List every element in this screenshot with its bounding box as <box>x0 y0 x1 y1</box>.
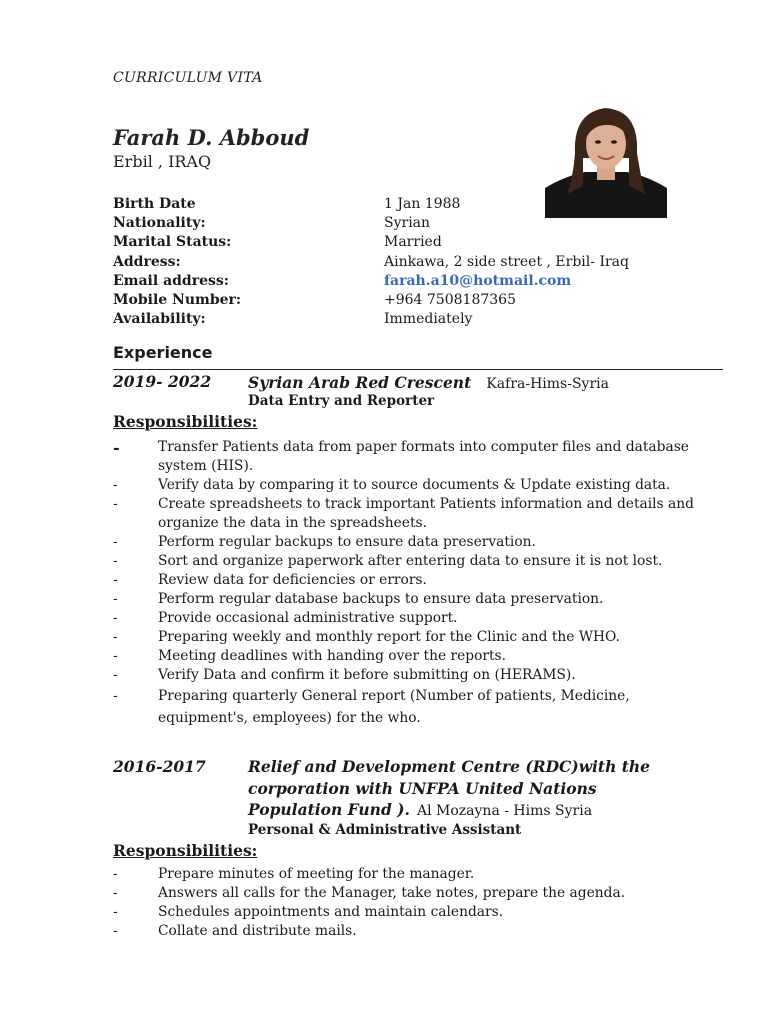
info-row-birth-date <box>113 195 713 214</box>
info-value: +964 7508187365 <box>384 291 516 308</box>
list-item: - Review data for deficiencies or errors. <box>113 572 427 588</box>
document-label: CURRICULUM VITA <box>113 70 263 86</box>
list-item: - Perform regular database backups to ensure data preservation. <box>113 591 604 607</box>
job-org-line-2: corporation with UNFPA United Nations <box>248 778 597 798</box>
duty-text: Verify Data and confirm it before submitting on (HERAMS). <box>158 667 576 683</box>
experience-heading: Experience <box>113 343 213 362</box>
info-label: Birth Date <box>113 196 196 212</box>
info-row-marital-status <box>113 233 713 252</box>
list-item: - Sort and organize paperwork after entering data to ensure it is not lost. <box>113 553 663 569</box>
info-label: Marital Status: <box>113 234 232 251</box>
list-item: - Transfer Patients data from paper formats into computer files and database system (HIS). <box>113 438 689 474</box>
info-value: Married <box>384 234 442 251</box>
duty-text: Create spreadsheets to track important Patients information and details and organize the data in the spreadsheets. <box>158 496 694 531</box>
list-item: - Prepare minutes of meeting for the manager. <box>113 866 475 882</box>
duty-text: Collate and distribute mails. <box>158 923 357 939</box>
duty-text: Transfer Patients data from paper formats into computer files and database system (HIS). <box>158 439 689 474</box>
list-item: - Meeting deadlines with handing over the reports. <box>113 648 507 664</box>
duty-text: Perform regular backups to ensure data preservation. <box>158 534 536 550</box>
list-item: - Preparing quarterly General report (Number of patients, Medicine, equipment's, employees) for the who. <box>113 688 630 726</box>
info-row-nationality <box>113 214 713 233</box>
list-item: - Provide occasional administrative support. <box>113 610 458 626</box>
job-org-line-3 <box>248 799 718 821</box>
job-location: Al Mozayna - Hims Syria <box>417 803 593 819</box>
info-row-email <box>113 272 713 291</box>
list-item: - Perform regular backups to ensure data preservation. <box>113 534 536 550</box>
personal-info-table <box>113 195 713 329</box>
list-item: - Preparing weekly and monthly report for the Clinic and the WHO. <box>113 629 620 645</box>
list-item: - Create spreadsheets to track important Patients information and details and organize the data in the spreadsheets. <box>113 496 694 531</box>
duty-text: Verify data by comparing it to source documents & Update existing data. <box>158 477 671 493</box>
job-org-line-1: Relief and Development Centre (RDC)with the <box>248 757 651 776</box>
candidate-name: Farah D. Abboud <box>113 125 310 150</box>
info-row-availability <box>113 310 713 329</box>
list-item: - Collate and distribute mails. <box>113 923 357 939</box>
info-value: 1 Jan 1988 <box>384 196 461 212</box>
responsibilities-heading: Responsibilities: <box>113 412 258 431</box>
job-years: 2016-2017 <box>113 757 206 776</box>
list-item: - Schedules appointments and maintain calendars. <box>113 904 504 920</box>
job-role: Data Entry and Reporter <box>248 393 435 409</box>
list-item: - Verify data by comparing it to source documents & Update existing data. <box>113 477 671 493</box>
candidate-location: Erbil , IRAQ <box>113 152 212 171</box>
duty-text: Preparing weekly and monthly report for the Clinic and the WHO. <box>158 629 620 645</box>
info-row-mobile <box>113 291 713 310</box>
duty-text: Meeting deadlines with handing over the reports. <box>158 648 507 664</box>
section-divider <box>113 369 723 370</box>
list-item: - Answers all calls for the Manager, take notes, prepare the agenda. <box>113 885 626 901</box>
responsibilities-heading: Responsibilities: <box>113 841 258 860</box>
info-value: Syrian <box>384 215 431 232</box>
job-location: Kafra-Hims-Syria <box>486 376 609 392</box>
info-value: Ainkawa, 2 side street , Erbil- Iraq <box>384 253 629 270</box>
duty-text: Preparing quarterly General report (Number of patients, Medicine, equipment's, employees) for the who. <box>158 688 630 726</box>
job-org-line-3-text: Population Fund ). <box>248 800 410 819</box>
job-org: Syrian Arab Red Crescent <box>248 373 472 392</box>
duty-text: Answers all calls for the Manager, take notes, prepare the agenda. <box>158 885 626 901</box>
info-label: Nationality: <box>113 215 206 232</box>
list-item: - Verify Data and confirm it before submitting on (HERAMS). <box>113 667 576 683</box>
duty-text: Provide occasional administrative support. <box>158 610 458 626</box>
duties-list <box>113 865 713 941</box>
info-value: Immediately <box>384 311 473 328</box>
job-org-line <box>248 372 609 394</box>
info-label: Availability: <box>113 311 206 328</box>
job-role: Personal & Administrative Assistant <box>248 822 522 838</box>
job-org-block <box>248 756 718 821</box>
duty-text: Prepare minutes of meeting for the manager. <box>158 866 475 882</box>
duties-list <box>113 438 713 729</box>
email-link[interactable]: farah.a10@hotmail.com <box>384 272 572 289</box>
duty-text: Perform regular database backups to ensure data preservation. <box>158 591 604 607</box>
duty-text: Review data for deficiencies or errors. <box>158 572 427 588</box>
duty-text: Schedules appointments and maintain calendars. <box>158 904 504 920</box>
job-years: 2019- 2022 <box>113 372 212 391</box>
duty-text: Sort and organize paperwork after entering data to ensure it is not lost. <box>158 553 663 569</box>
info-label: Email address: <box>113 272 229 289</box>
info-label: Address: <box>113 253 181 270</box>
info-row-address <box>113 253 713 272</box>
info-label: Mobile Number: <box>113 291 242 308</box>
